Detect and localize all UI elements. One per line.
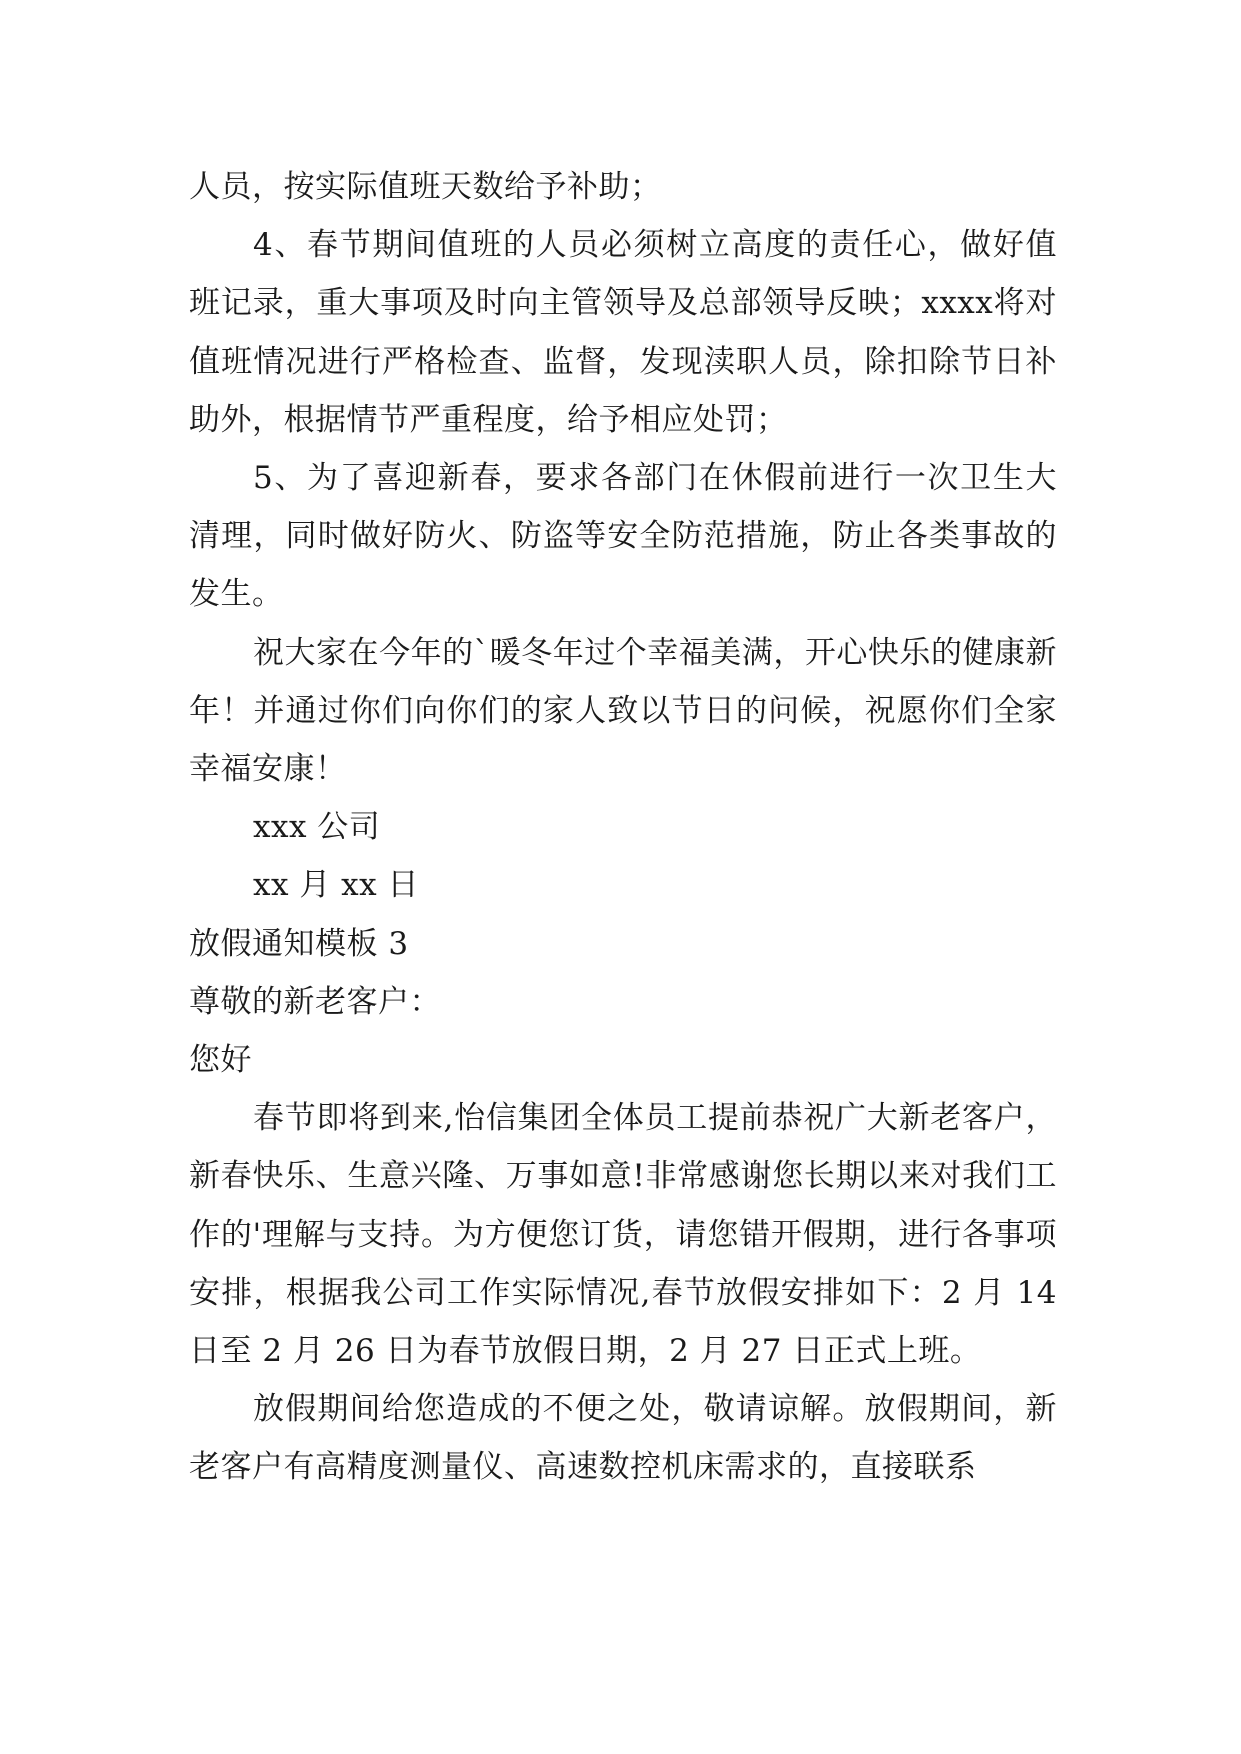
paragraph-item-4: 4、春节期间值班的人员必须树立高度的责任心，做好值班记录，重大事项及时向主管领导及总部领导反映；xxxx将对值班情况进行严格检查、监督，发现渎职人员，除扣除节日补助外，根据情节严重程度，给予相应处罚； (189, 227, 1057, 438)
document-body (189, 158, 1057, 1497)
greeting: 您好 (189, 1042, 252, 1079)
signature-company: xxx 公司 (253, 809, 381, 846)
paragraph-item-5: 5、为了喜迎新春，要求各部门在休假前进行一次卫生大清理，同时做好防火、防盗等安全防范措施，防止各类事故的发生。 (189, 460, 1057, 613)
section-title: 放假通知模板 3 (189, 925, 409, 962)
salutation: 尊敬的新老客户： (189, 983, 441, 1020)
paragraph-holiday-contact: 放假期间给您造成的不便之处，敬请谅解。放假期间，新老客户有高精度测量仪、高速数控机床需求的，直接联系 (189, 1391, 1057, 1486)
paragraph-holiday-schedule: 春节即将到来,怡信集团全体员工提前恭祝广大新老客户，新春快乐、生意兴隆、万事如意!非常感谢您长期以来对我们工作的'理解与支持。为方便您订货，请您错开假期，进行各事项安排，根据我公司工作实际情况,春节放假安排如下：2 月 14 日至 2 月 26 日为春节放假日期，2 月 27 日正式上班。 (189, 1100, 1057, 1370)
paragraph-subsidy-end: 人员，按实际值班天数给予补助； (189, 169, 662, 205)
paragraph-wishes: 祝大家在今年的`暖冬年过个幸福美满，开心快乐的健康新年！并通过你们向你们的家人致以节日的问候，祝愿你们全家幸福安康！ (189, 634, 1057, 788)
signature-date: xx 月 xx 日 (253, 867, 419, 904)
